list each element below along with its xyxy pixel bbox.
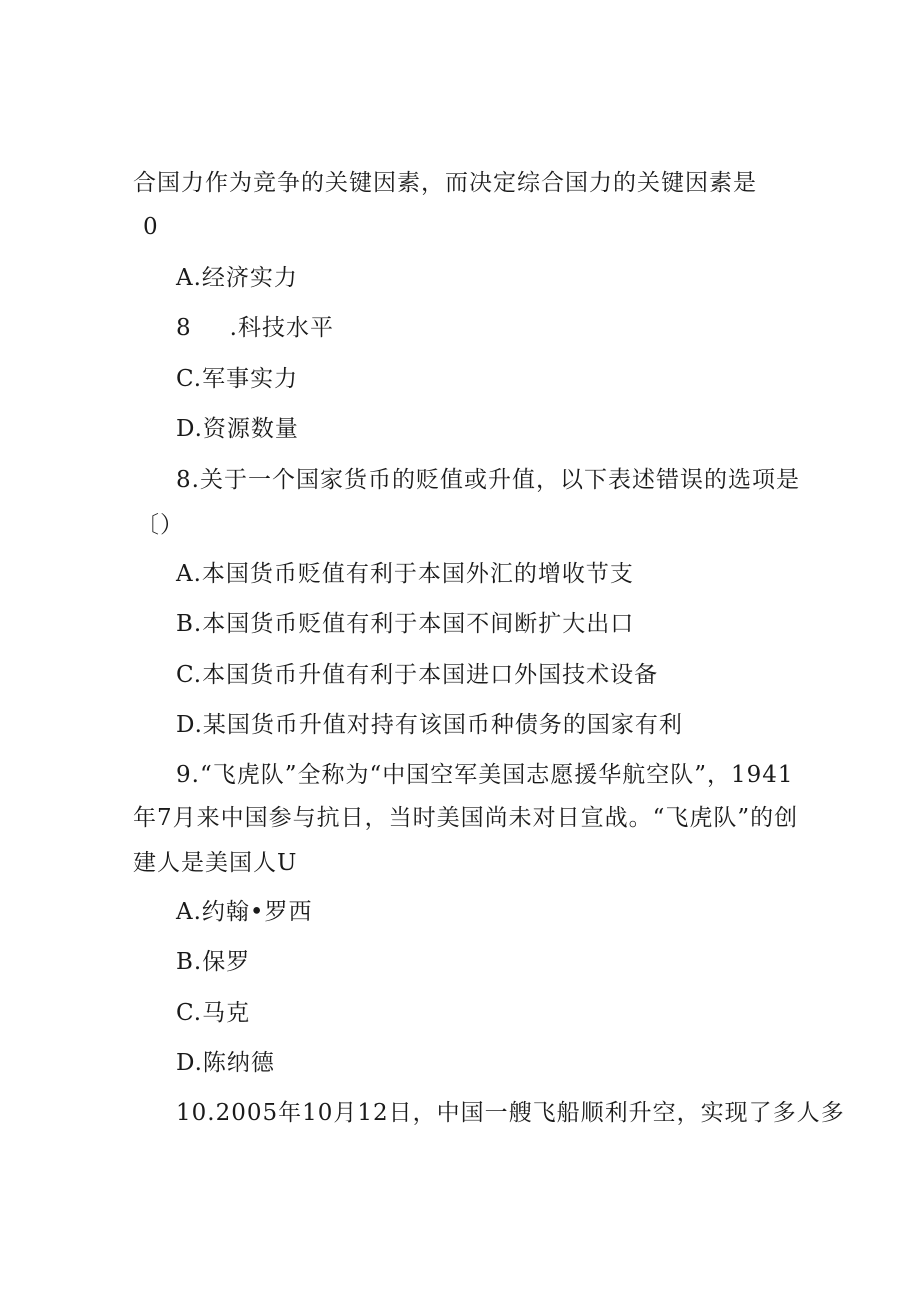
q9-option-b: B.保罗 xyxy=(176,949,251,975)
q9-stem-line-3: 建人是美国人U xyxy=(133,850,298,876)
q10-stem-line-1: 10.2005年10月12日，中国一艘飞船顺利升空，实现了多人多 xyxy=(176,1100,845,1126)
q7-option-b-text: .科技水平 xyxy=(229,315,334,341)
q9-option-d: D.陈纳德 xyxy=(176,1050,275,1076)
q8-option-a: A.本国货币贬值有利于本国外汇的增收节支 xyxy=(176,561,634,587)
q7-option-b xyxy=(176,313,334,343)
q9-option-c: C.马克 xyxy=(176,1000,251,1026)
q9-stem-line-1: 9.“飞虎队”全称为“中国空军美国志愿援华航空队”，1941 xyxy=(176,762,794,788)
q8-stem-line-1: 8.关于一个国家货币的贬值或升值，以下表述错误的选项是 xyxy=(176,467,800,493)
q7-option-b-number: 8 xyxy=(176,315,192,341)
q8-option-b: B.本国货币贬值有利于本国不间断扩大出口 xyxy=(176,611,635,637)
q8-option-c: C.本国货币升值有利于本国进口外国技术设备 xyxy=(176,662,659,688)
q9-option-a: A.约翰•罗西 xyxy=(176,899,313,925)
q7-stem-line-1: 合国力作为竞争的关键因素，而决定综合国力的关键因素是 xyxy=(133,170,757,196)
q7-option-d: D.资源数量 xyxy=(176,416,299,442)
q7-option-c: C.军事实力 xyxy=(176,366,299,392)
q8-stem-line-2: 〔） xyxy=(136,512,184,538)
q8-option-d: D.某国货币升值对持有该国币种债务的国家有利 xyxy=(176,712,683,738)
q7-option-a: A.经济实力 xyxy=(176,265,298,291)
q7-stem-line-2: 0 xyxy=(143,214,159,240)
q9-stem-line-2: 年7月来中国参与抗日，当时美国尚未对日宣战。“飞虎队”的创 xyxy=(133,805,799,831)
